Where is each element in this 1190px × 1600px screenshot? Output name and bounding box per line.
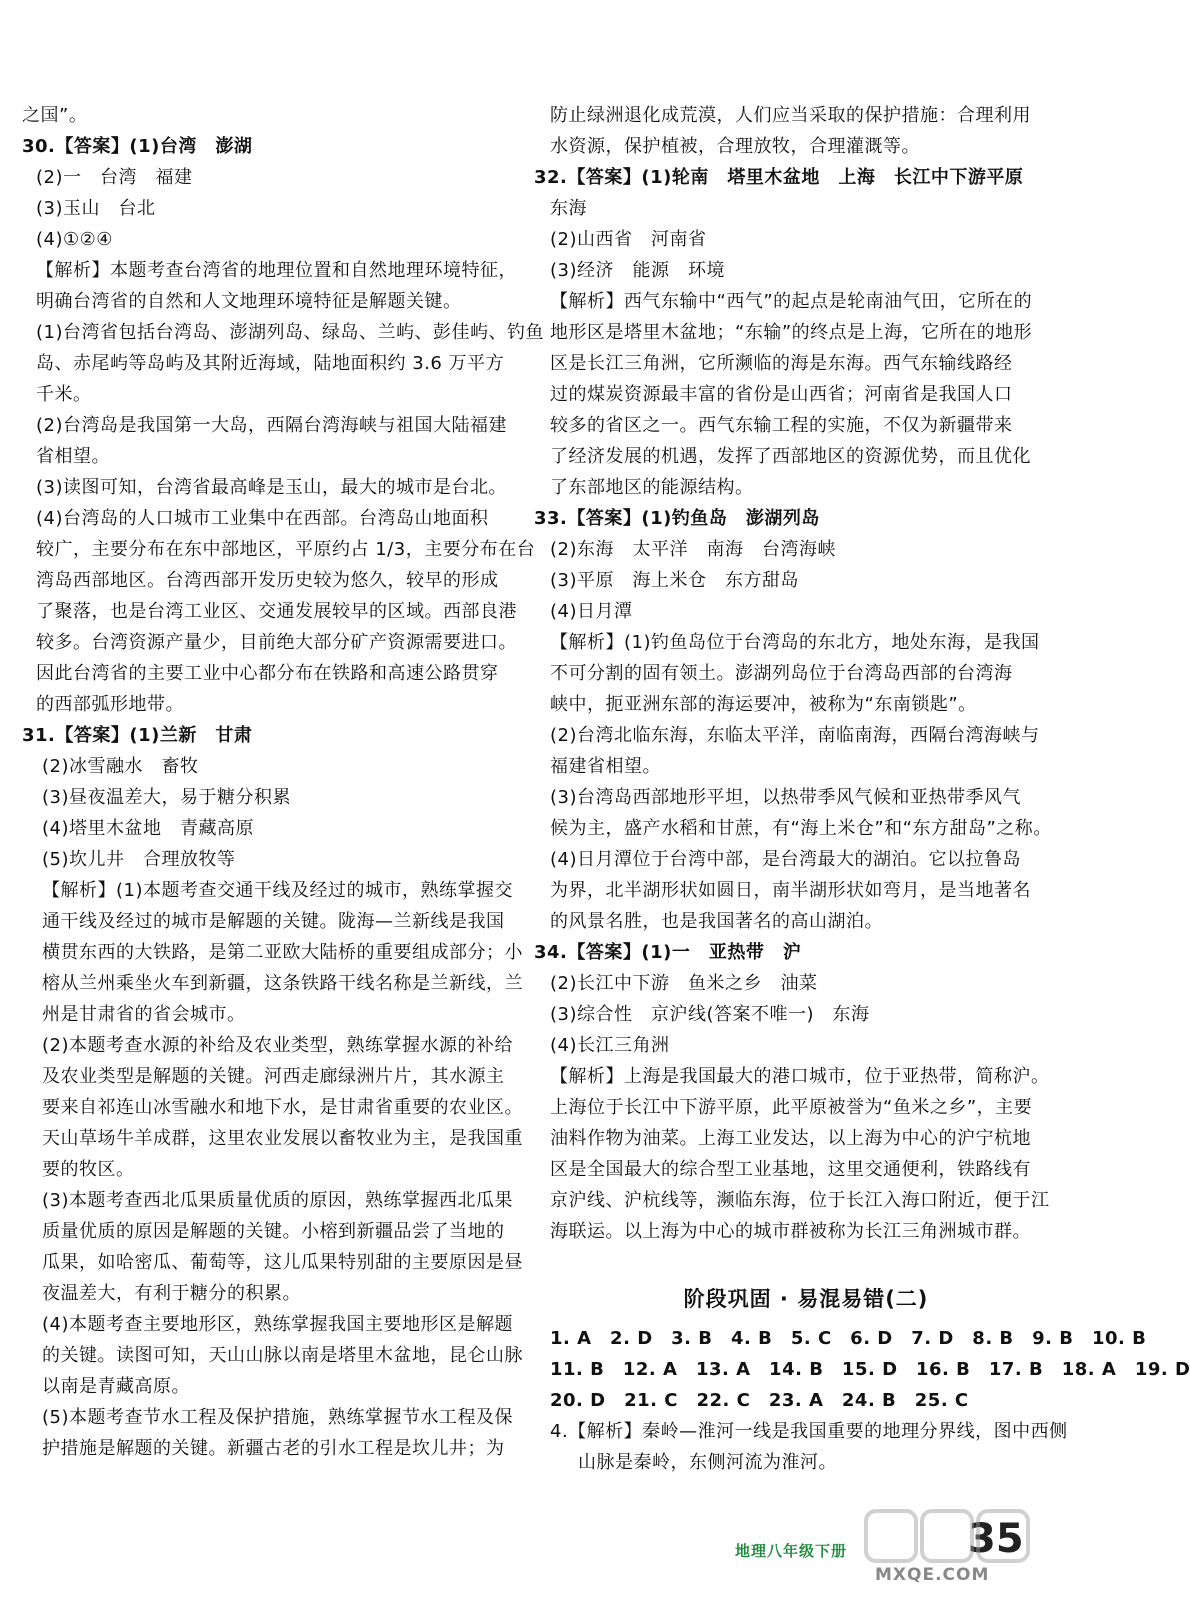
answer-key-row: 11. B 12. A 13. A 14. B 15. D 16. B 17. B 18. A 19. D xyxy=(550,1359,1190,1380)
text-line: (2)东海 太平洋 南海 台湾海峡 xyxy=(550,539,836,560)
text-line: 不可分割的固有领土。澎湖列岛位于台湾岛西部的台湾海 xyxy=(550,663,1013,684)
left-column xyxy=(22,100,544,1464)
text-line: 了经济发展的机遇，发挥了西部地区的资源优势，而且优化 xyxy=(550,446,1031,467)
text-line: 山脉是秦岭，东侧河流为淮河。 xyxy=(578,1452,837,1473)
text-line: 32.【答案】(1)轮南 塔里木盆地 上海 长江中下游平原 xyxy=(534,167,1024,188)
text-line: 的关键。读图可知，天山山脉以南是塔里木盆地，昆仑山脉 xyxy=(42,1345,523,1366)
text-line: 的风景名胜，也是我国著名的高山湖泊。 xyxy=(550,911,883,932)
text-line: (2)长江中下游 鱼米之乡 油菜 xyxy=(550,973,818,994)
text-line: 【解析】(1)钓鱼岛位于台湾岛的东北方，地处东海，是我国 xyxy=(550,632,1040,653)
text-line: (2)冰雪融水 畜牧 xyxy=(42,756,199,777)
text-line: (2)一 台湾 福建 xyxy=(36,167,193,188)
text-line: 34.【答案】(1)一 亚热带 沪 xyxy=(534,942,802,963)
text-line: 夜温差大，有利于糖分的积累。 xyxy=(42,1283,301,1304)
text-line: (4)①②④ xyxy=(36,229,113,250)
text-line: 区是长江三角洲，它所濒临的海是东海。西气东输线路经 xyxy=(550,353,1013,374)
text-line: 33.【答案】(1)钓鱼岛 澎湖列岛 xyxy=(534,508,820,529)
text-line: (3)平原 海上米仓 东方甜岛 xyxy=(550,570,799,591)
text-line: (3)玉山 台北 xyxy=(36,198,156,219)
text-line: 为界，北半湖形状如圆日，南半湖形状如弯月，是当地著名 xyxy=(550,880,1031,901)
watermark-text: MXQE.COM xyxy=(875,1565,990,1585)
text-line: 30.【答案】(1)台湾 澎湖 xyxy=(22,136,253,157)
text-line: 湾岛西部地区。台湾西部开发历史较为悠久，较早的形成 xyxy=(36,570,499,591)
text-line: (5)本题考查节水工程及保护措施，熟练掌握节水工程及保 xyxy=(42,1407,513,1428)
text-line: 明确台湾省的自然和人文地理环境特征是解题关键。 xyxy=(36,291,462,312)
text-line: 省相望。 xyxy=(36,446,110,467)
text-line: 【解析】西气东输中“西气”的起点是轮南油气田，它所在的 xyxy=(550,291,1033,312)
text-line: (1)台湾省包括台湾岛、澎湖列岛、绿岛、兰屿、彭佳屿、钓鱼 xyxy=(36,322,544,343)
text-line: 上海位于长江中下游平原，此平原被誉为“鱼米之乡”，主要 xyxy=(550,1097,1033,1118)
text-line: 的西部弧形地带。 xyxy=(36,694,184,715)
text-line: 及农业类型是解题的关键。河西走廊绿洲片片，其水源主 xyxy=(42,1066,505,1087)
section-heading: 阶段巩固 · 易混易错(二) xyxy=(683,1287,929,1311)
text-line: (2)台湾北临东海，东临太平洋，南临南海，西隔台湾海峡与 xyxy=(550,725,1040,746)
text-line: (4)日月潭位于台湾中部，是台湾最大的湖泊。它以拉鲁岛 xyxy=(550,849,1021,870)
text-line: (4)台湾岛的人口城市工业集中在西部。台湾岛山地面积 xyxy=(36,508,489,529)
footer-subject: 地理八年级下册 xyxy=(735,1542,848,1560)
text-line: 通干线及经过的城市是解题的关键。陇海—兰新线是我国 xyxy=(42,911,505,932)
text-line: 水资源，保护植被，合理放牧，合理灌溉等。 xyxy=(550,136,920,157)
text-line: 油料作物为油菜。上海工业发达，以上海为中心的沪宁杭地 xyxy=(550,1128,1031,1149)
text-line: (3)经济 能源 环境 xyxy=(550,260,725,281)
text-line: 因此台湾省的主要工业中心都分布在铁路和高速公路贯穿 xyxy=(36,663,499,684)
text-line: 较广，主要分布在东中部地区，平原约占 1/3，主要分布在台 xyxy=(36,539,536,560)
text-line: 【解析】上海是我国最大的港口城市，位于亚热带，简称沪。 xyxy=(550,1066,1050,1087)
answer-key-row: 20. D 21. C 22. C 23. A 24. B 25. C xyxy=(550,1390,969,1411)
text-line: (5)坎儿井 合理放牧等 xyxy=(42,849,236,870)
text-line: 千米。 xyxy=(36,384,92,405)
right-answer-lines xyxy=(534,100,1062,1247)
text-line: 要的牧区。 xyxy=(42,1159,135,1180)
text-line: (3)昼夜温差大，易于糖分积累 xyxy=(42,787,291,808)
text-line: (2)本题考查水源的补给及农业类型，熟练掌握水源的补给 xyxy=(42,1035,513,1056)
text-line: (2)台湾岛是我国第一大岛，西隔台湾海峡与祖国大陆福建 xyxy=(36,415,507,436)
text-line: 之国”。 xyxy=(22,105,88,126)
text-line: 较多的省区之一。西气东输工程的实施，不仅为新疆带来 xyxy=(550,415,1013,436)
text-line: 天山草场牛羊成群，这里农业发展以畜牧业为主，是我国重 xyxy=(42,1128,523,1149)
right-column xyxy=(534,100,1190,1478)
text-line: 4.【解析】秦岭—淮河一线是我国重要的地理分界线，图中西侧 xyxy=(550,1421,1068,1442)
multiple-choice-answers xyxy=(550,1323,1190,1416)
text-line: (4)本题考查主要地形区，熟练掌握我国主要地形区是解题 xyxy=(42,1314,513,1335)
text-line: 横贯东西的大铁路，是第二亚欧大陆桥的重要组成部分；小 xyxy=(42,942,523,963)
text-line: 榕从兰州乘坐火车到新疆，这条铁路干线名称是兰新线，兰 xyxy=(42,973,523,994)
text-line: 州是甘肃省的省会城市。 xyxy=(42,1004,246,1025)
text-line: 过的煤炭资源最丰富的省份是山西省；河南省是我国人口 xyxy=(550,384,1013,405)
text-line: 【解析】本题考查台湾省的地理位置和自然地理环境特征， xyxy=(36,260,517,281)
text-line: (3)台湾岛西部地形平坦，以热带季风气候和亚热带季风气 xyxy=(550,787,1021,808)
page-number: 35 xyxy=(968,1516,1024,1562)
text-line: 候为主，盛产水稻和甘蔗，有“海上米仓”和“东方甜岛”之称。 xyxy=(550,818,1052,839)
text-line: 区是全国最大的综合型工业基地，这里交通便利，铁路线有 xyxy=(550,1159,1031,1180)
text-line: (3)读图可知，台湾省最高峰是玉山，最大的城市是台北。 xyxy=(36,477,507,498)
text-line: 防止绿洲退化成荒漠，人们应当采取的保护措施：合理利用 xyxy=(550,105,1031,126)
text-line: 【解析】(1)本题考查交通干线及经过的城市，熟练掌握交 xyxy=(42,880,513,901)
answer-key-row: 1. A 2. D 3. B 4. B 5. C 6. D 7. D 8. B 9. B 10. B xyxy=(550,1328,1147,1349)
text-line: (4)长江三角洲 xyxy=(550,1035,670,1056)
text-line: 瓜果，如哈密瓜、葡萄等，这儿瓜果特别甜的主要原因是昼 xyxy=(42,1252,523,1273)
text-line: 了聚落，也是台湾工业区、交通发展较早的区域。西部良港 xyxy=(36,601,517,622)
text-line: 峡中，扼亚洲东部的海运要冲，被称为“东南锁匙”。 xyxy=(550,694,977,715)
text-line: 要来自祁连山冰雪融水和地下水，是甘肃省重要的农业区。 xyxy=(42,1097,523,1118)
text-line: 岛、赤尾屿等岛屿及其附近海域，陆地面积约 3.6 万平方 xyxy=(36,353,505,374)
text-line: (3)综合性 京沪线(答案不唯一) 东海 xyxy=(550,1004,870,1025)
text-line: 31.【答案】(1)兰新 甘肃 xyxy=(22,725,253,746)
text-line: 了东部地区的能源结构。 xyxy=(550,477,754,498)
text-line: (4)日月潭 xyxy=(550,601,633,622)
text-line: 京沪线、沪杭线等，濒临东海，位于长江入海口附近，便于江 xyxy=(550,1190,1050,1211)
text-line: 质量优质的原因是解题的关键。小榕到新疆品尝了当地的 xyxy=(42,1221,505,1242)
text-line: 海联运。以上海为中心的城市群被称为长江三角洲城市群。 xyxy=(550,1221,1031,1242)
text-line: 东海 xyxy=(550,198,587,219)
text-line: 福建省相望。 xyxy=(550,756,661,777)
text-line: 护措施是解题的关键。新疆古老的引水工程是坎儿井；为 xyxy=(42,1438,505,1459)
text-line: 以南是青藏高原。 xyxy=(42,1376,190,1397)
text-line: 地形区是塔里木盆地；“东输”的终点是上海，它所在的地形 xyxy=(550,322,1033,343)
text-line: (4)塔里木盆地 青藏高原 xyxy=(42,818,254,839)
text-line: 较多。台湾资源产量少，目前绝大部分矿产资源需要进口。 xyxy=(36,632,517,653)
text-line: (2)山西省 河南省 xyxy=(550,229,707,250)
explanation-lines xyxy=(550,1416,1068,1478)
text-line: (3)本题考查西北瓜果质量优质的原因，熟练掌握西北瓜果 xyxy=(42,1190,513,1211)
